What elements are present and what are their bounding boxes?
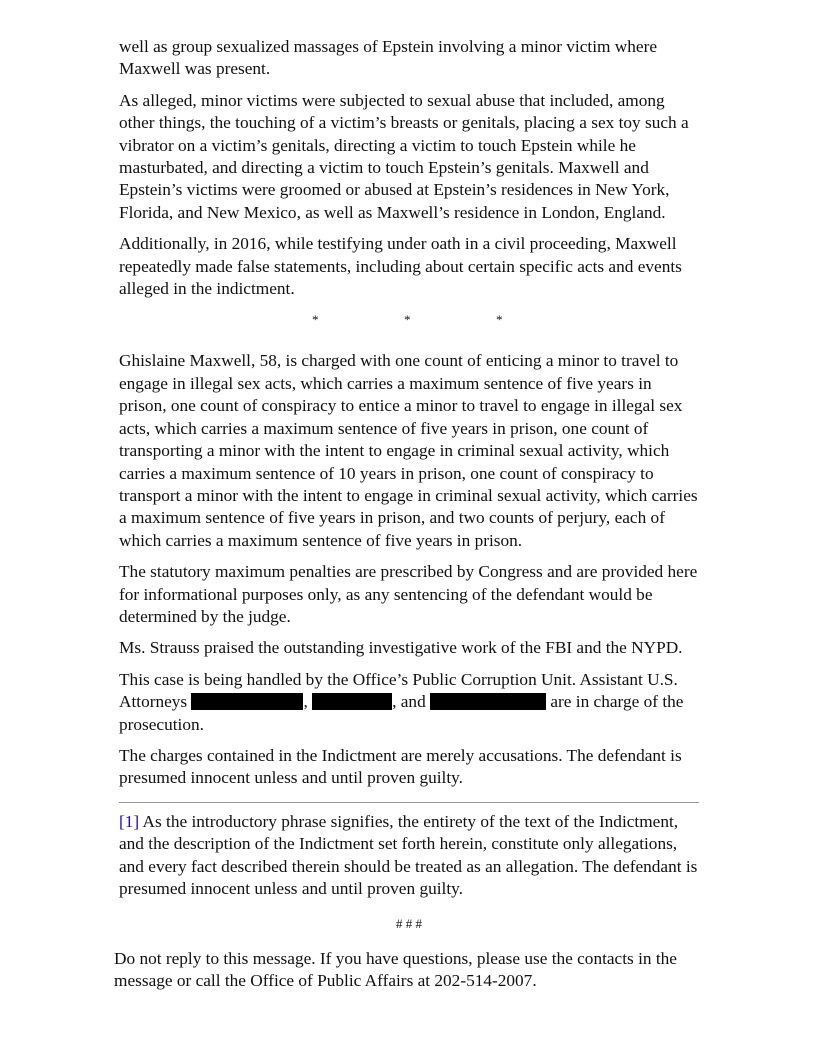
star-3: * — [496, 312, 503, 328]
redacted-name-1 — [191, 693, 303, 710]
footnote-text: As the introductory phrase signifies, the entirety of the text of the Indictment, and the description of the Indictment set forth herein, constitute only allegations, and every fact described therein should be treated as an allegation. The defendant is presumed innocent unless and until proven guilty. — [119, 811, 698, 898]
paragraph-perjury: Additionally, in 2016, while testifying under oath in a civil proceeding, Maxwell repeatedly made false statements, including about certain specific acts and events alleged in the indictment. — [119, 234, 682, 299]
prosecution-separator-1: , — [303, 692, 313, 712]
star-1: * — [312, 312, 319, 328]
star-2: * — [404, 312, 411, 328]
email-footer: Do not reply to this message. If you have questions, please use the contacts in the message or call the Office of Public Affairs at 202-514-2007. — [114, 949, 677, 991]
redacted-name-3 — [430, 693, 546, 710]
section-divider-stars — [119, 309, 699, 331]
paragraph-group-massages: well as group sexualized massages of Epstein involving a minor victim where Maxwell was present. — [119, 37, 657, 79]
end-marker: # # # — [396, 916, 422, 932]
redacted-name-2 — [312, 693, 392, 710]
press-release-body — [119, 36, 699, 936]
prosecution-separator-2: , and — [392, 692, 431, 712]
prosecution-text-end: are in charge of the prosecution. — [119, 692, 684, 734]
paragraph-statutory-penalties: The statutory maximum penalties are prescribed by Congress and are provided here for informational purposes only, as any sentencing of the defendant would be determined by the judge. — [119, 562, 698, 626]
prosecution-text-start: This case is being handled by the Office’s Public Corruption Unit. Assistant U.S. Attorneys — [119, 669, 678, 712]
paragraph-praise: Ms. Strauss praised the outstanding investigative work of the FBI and the NYPD. — [119, 638, 683, 658]
paragraph-presumed-innocent: The charges contained in the Indictment are merely accusations. The defendant is presumed innocent unless and until proven guilty. — [119, 745, 682, 788]
paragraph-prosecution-team — [119, 669, 699, 736]
paragraph-abuse-allegations: As alleged, minor victims were subjected to sexual abuse that included, among other things, the touching of a victim’s breasts or genitals, placing a sex toy such a vibrator on a victim’s genitals, directing a victim to touch Epstein while he masturbated, and directing a victim to touch Epstein’s genitals. Maxwell and Epstein’s victims were groomed or abused at Epstein’s residences in New York, Florida, and New Mexico, as well as Maxwell’s residence in London, England. — [119, 90, 689, 222]
footnote — [119, 811, 699, 901]
paragraph-charges: Ghislaine Maxwell, 58, is charged with one count of enticing a minor to travel to engage in illegal sex acts, which carries a maximum sentence of five years in prison, one count of conspiracy to entice a minor to travel to engage in illegal sex acts, which carries a maximum sentence of five years in prison, one count of transporting a minor with the intent to engage in criminal sexual activity, which carries a maximum sentence of 10 years in prison, one count of conspiracy to transport a minor with the intent to engage in criminal sexual activity, which carries a maximum sentence of five years in prison, and two counts of perjury, each of which carries a maximum sentence of five years in prison. — [119, 351, 698, 550]
footnote-link[interactable]: [1] — [119, 811, 140, 831]
footnote-separator — [119, 802, 699, 803]
